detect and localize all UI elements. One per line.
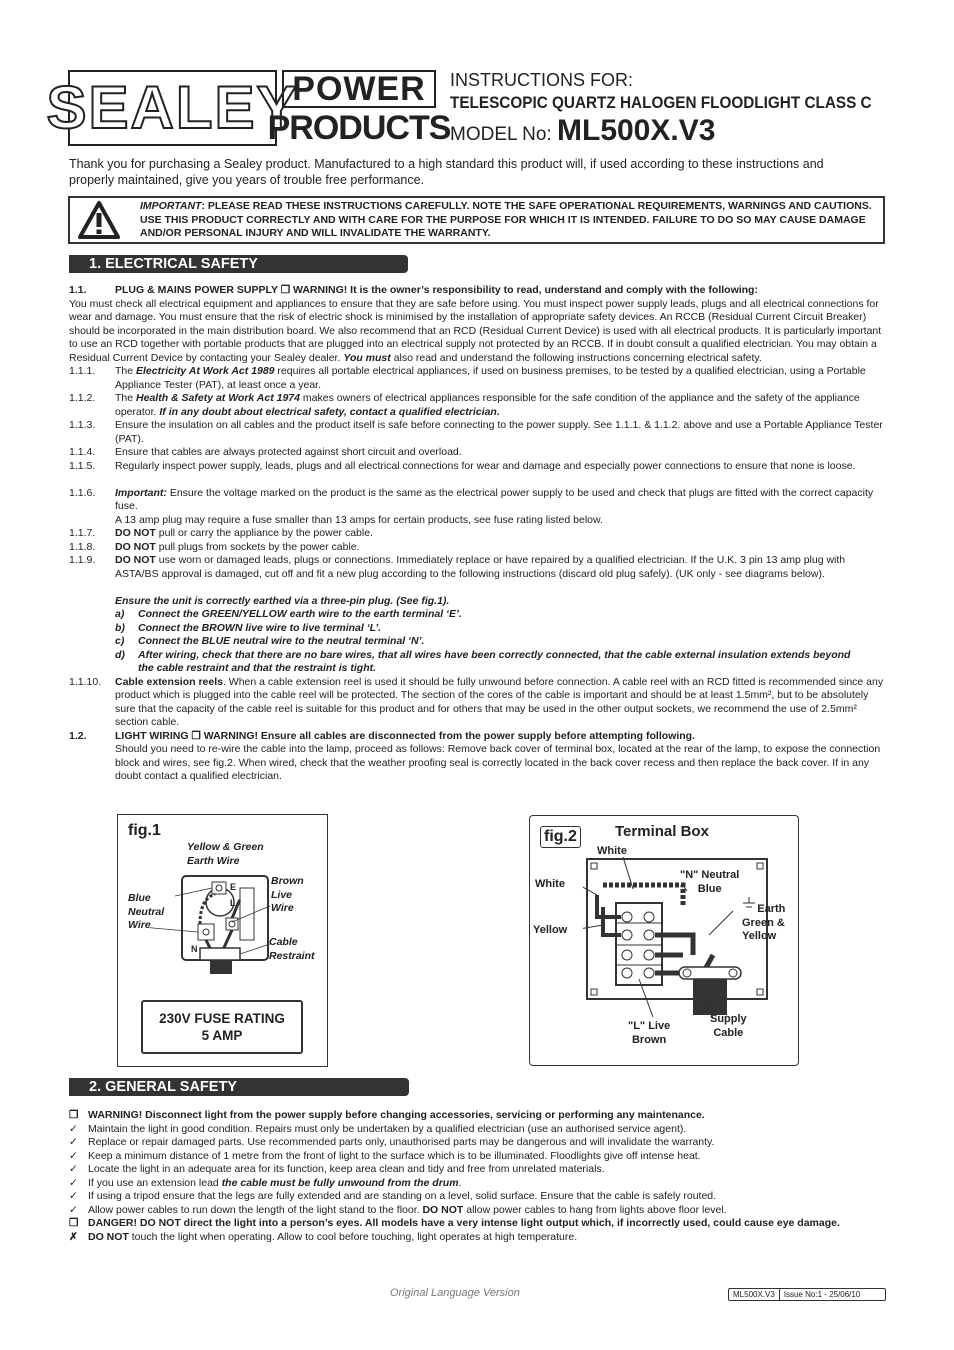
wire-step-text: After wiring, check that there are no bare wires, that all wires have been correctly connected, that the cable external insulation extends beyond the cable restraint and that the restraint is tight. — [138, 648, 851, 674]
list-item — [69, 1163, 889, 1177]
item-text: Should you need to re-wire the cable into the lamp, proceed as follows: Remove back cover of terminal box, located at the rear of the lamp, to expose the connection block and wires, see fig.2. When wired, check that the weather proofing seal is correctly located in the back cover recess and then replace the back cover. If in any doubt contact a qualified electrician. — [115, 743, 881, 782]
fuse-rating-box — [141, 1000, 303, 1054]
list-item — [69, 1109, 889, 1123]
list-item-text: . — [458, 1176, 462, 1189]
item-text: Ensure that cables are always protected against short circuit and overload. — [115, 446, 462, 458]
list-item-text: Maintain the light in good condition. Repairs must only be undertaken by a qualified electrician (use an authorised service agent). — [88, 1122, 687, 1135]
fig2-label-earth-text: Earth Green & Yellow — [742, 903, 786, 942]
list-item-emphasis: DO NOT — [88, 1230, 129, 1243]
item-text: pull or carry the appliance by the power cable. — [155, 527, 373, 539]
footer-code-box — [728, 1288, 886, 1301]
check-icon: ✓ — [69, 1136, 78, 1148]
item-text: makes owners of electrical appliances responsible for the safe condition of the appliance and the safety of the appliance operator. — [115, 392, 860, 418]
item-number: 1.1.1. — [69, 365, 96, 377]
s11-heading: PLUG & MAINS POWER SUPPLY ❒ WARNING! It is the owner’s responsibility to read, understand and comply with the following: — [115, 284, 758, 296]
list-item-text: If you use an extension lead — [88, 1176, 222, 1189]
fuse-rating-label: 230V FUSE RATING — [159, 1011, 285, 1026]
footer-model-code: ML500X.V3 — [729, 1289, 780, 1300]
list-item — [69, 1123, 889, 1137]
item-number: 1.1.4. — [69, 446, 96, 458]
checkbox-icon: ❒ — [69, 1217, 79, 1229]
item-1-1-10 — [0, 676, 954, 730]
item-1-2-body — [0, 743, 954, 784]
item-1-1-5 — [0, 460, 954, 487]
warning-triangle-icon — [78, 200, 120, 240]
fig2-label-white-top: White — [597, 845, 627, 857]
list-item-text: Locate the light in an adequate area for its function, keep area clean and tidy and free from unrelated materials. — [88, 1163, 605, 1175]
list-item — [69, 1190, 889, 1204]
wire-step-a — [0, 608, 954, 622]
fig1-label-neutral: Blue Neutral Wire — [128, 892, 165, 931]
header-instructions-for: INSTRUCTIONS FOR: — [450, 70, 633, 90]
wire-step-text: Connect the BROWN live wire to live terminal ‘L’. — [138, 621, 382, 634]
list-item-text: Keep a minimum distance of 1 metre from the front of light to the surface which is to be illuminated. Floodlights give off intense heat. — [88, 1149, 701, 1162]
item-bold: If in any doubt about electrical safety, contact a qualified electrician. — [159, 405, 500, 418]
s11-number: 1.1. — [69, 284, 87, 296]
check-icon: ✓ — [69, 1122, 78, 1135]
footer-language-note: Original Language Version — [390, 1287, 520, 1299]
item-1-2 — [0, 730, 954, 744]
fig1-terminal-l: L — [230, 898, 236, 908]
item-bold: DO NOT — [115, 527, 156, 539]
item-bold: Important: — [115, 486, 167, 499]
item-1-1-3 — [0, 419, 954, 446]
item-number: 1.1.9. — [69, 554, 96, 566]
fig1-label-live: Brown Live Wire — [271, 875, 304, 914]
item-text: requires all portable electrical appliances, if used on business premises, to be tested by a qualified electrician, using a Portable Appliance Tester (PAT), at least once a year. — [115, 365, 866, 391]
check-icon: ✓ — [69, 1203, 78, 1216]
checkbox-icon: ❒ — [69, 1109, 79, 1121]
fig1-title: fig.1 — [128, 822, 161, 839]
products-logo — [267, 108, 451, 147]
fig2-label-neutral: "N" Neutral Blue — [680, 869, 740, 895]
s11-body — [69, 298, 884, 366]
earthed-note — [0, 595, 954, 609]
item-bold: DO NOT — [115, 554, 156, 566]
wire-step-letter: d) — [115, 648, 125, 661]
check-icon: ✓ — [69, 1149, 78, 1162]
list-item-text: DANGER! DO NOT direct the light into a person’s eyes. All models have a very intense light output which, if incorrectly used, could cause eye damage. — [88, 1217, 840, 1229]
item-bold: Electricity At Work Act 1989 — [136, 365, 275, 377]
list-item — [69, 1136, 889, 1150]
important-label: IMPORTANT — [140, 200, 202, 212]
important-body: : PLEASE READ THESE INSTRUCTIONS CAREFULLY. NOTE THE SAFE OPERATIONAL REQUIREMENTS, WARNINGS AND CAUTIONS. USE THIS PRODUCT CORRECTLY AND WITH CARE FOR THE PURPOSE FOR WHICH IT IS INTENDED. FAILURE TO DO SO MAY CAUSE DAMAGE AND/OR PERSONAL INJURY AND WILL INVALIDATE THE WARRANTY. — [140, 200, 872, 239]
item-1-1-4 — [0, 446, 954, 460]
list-item-emphasis: the cable must be fully unwound from the drum — [221, 1176, 459, 1189]
fig2-label-supply: Supply Cable — [710, 1013, 747, 1039]
item-heading: LIGHT WIRING ❒ WARNING! Ensure all cables are disconnected from the power supply before attempting following. — [115, 729, 695, 742]
item-1-1-1 — [0, 365, 954, 392]
fig1-terminal-e: E — [230, 882, 237, 892]
item-text: A 13 amp plug may require a fuse smaller than 13 amps for certain products, see fuse rating listed below. — [115, 513, 603, 526]
item-number: 1.2. — [69, 729, 87, 742]
intro-paragraph: Thank you for purchasing a Sealey product. Manufactured to a high standard this product will, if used according to these instructions and properly maintained, give you years of trouble free performance. — [69, 157, 824, 187]
s11-body-b: You must — [343, 351, 391, 364]
plug-wiring-diagram — [150, 860, 275, 975]
list-item — [69, 1231, 889, 1245]
item-text: The — [115, 392, 137, 404]
check-icon: ✓ — [69, 1163, 78, 1175]
list-item-text: WARNING! Disconnect light from the power supply before changing accessories, servicing or performing any maintenance. — [88, 1109, 705, 1121]
header-model — [450, 114, 715, 148]
item-number: 1.1.8. — [69, 540, 96, 553]
list-item-text: allow power cables to hang from lights above floor level. — [463, 1203, 727, 1216]
item-number: 1.1.6. — [69, 486, 96, 499]
wire-step-text: Connect the BLUE neutral wire to the neutral terminal ‘N’. — [138, 635, 425, 647]
list-item-text: Allow power cables to run down the length of the light stand to the floor. — [88, 1203, 423, 1216]
wire-step-letter: b) — [115, 621, 125, 634]
general-safety-list — [69, 1109, 889, 1244]
list-item — [69, 1150, 889, 1164]
item-1-1-7 — [0, 527, 954, 541]
item-1-1-6 — [0, 487, 954, 514]
item-number: 1.1.10. — [69, 675, 102, 688]
model-number: ML500X.V3 — [557, 114, 716, 147]
item-text: . When a cable extension reel is used it should be fully unwound before connection. A cable reel with an RCD fitted is recommended since any product which is plugged into the cable reel will be protected. The section of the cores of the cable is important and should be at least 1.5mm², but to be absolutely sure that the capacity of the cable reel is suitable for this product and for others that may be used in the other output sockets, we recommend the use of 2.5mm² section cable. — [115, 675, 884, 728]
fig1-label-earth: Yellow & Green Earth Wire — [187, 841, 264, 867]
check-icon: ✓ — [69, 1176, 78, 1189]
item-number: 1.1.5. — [69, 459, 96, 472]
item-number: 1.1.3. — [69, 419, 96, 431]
list-item — [69, 1217, 889, 1231]
s11-body-a: You must check all electrical equipment and appliances to ensure that they are safe before using. You must inspect power supply leads, plugs and all electrical connections for wear and damage. You must ensure that the risk of electric shock is minimised by the installation of appropriate safety devices. An RCCB (Residual Current Circuit Breaker) should be incorporated in the main distribution board. We also recommend that an RCD (Residual Current Device) is used with all electrical products. It is particularly important to use an RCD together with portable products that are plugged into an electrical supply not protected by an RCCB. If in doubt consult a qualified electrician. You may obtain a Residual Current Device by contacting your Sealey dealer. — [69, 297, 882, 364]
fig2-label-yellow: Yellow — [533, 924, 568, 936]
important-text — [140, 200, 875, 241]
logo-brand-text: SEALEY — [46, 74, 299, 141]
fig2-heading: Terminal Box — [615, 823, 709, 840]
item-text: Ensure the insulation on all cables and the product itself is safe before connecting to the power supply. See 1.1.1. & 1.1.2. above and use a Portable Appliance Tester (PAT). — [115, 419, 883, 445]
section1-content — [0, 284, 954, 784]
item-bold: Cable extension reels — [115, 675, 223, 688]
item-text: pull plugs from sockets by the power cable. — [155, 540, 360, 553]
wire-step-c — [0, 635, 954, 649]
list-item-emphasis: DO NOT — [422, 1203, 464, 1216]
item-1-1-2 — [0, 392, 954, 419]
item-number: 1.1.7. — [69, 527, 96, 539]
section2-heading: 2. GENERAL SAFETY — [69, 1078, 409, 1096]
wire-step-letter: a) — [115, 608, 125, 620]
item-number: 1.1.2. — [69, 392, 96, 404]
list-item — [69, 1204, 889, 1218]
logo-power-text: POWER — [292, 70, 426, 108]
list-item-text: If using a tripod ensure that the legs are fully extended and are standing on a level, solid surface. Ensure that the cable is safely routed. — [88, 1190, 717, 1202]
item-fuse-note — [0, 514, 954, 528]
fig1-label-restraint: Cable Restraint — [269, 936, 315, 962]
wire-step-text: Connect the GREEN/YELLOW earth wire to the earth terminal ‘E’. — [138, 608, 462, 620]
wire-step-b — [0, 622, 954, 636]
item-text: use worn or damaged leads, plugs or connections. Immediately replace or have repaired by a qualified electrician. If the U.K. 3 pin 13 amp plug with ASTA/BS approval is damaged, cut off and fit a new plug according to the following instructions (discard old plug safely). (UK only - see diagrams below). — [115, 554, 846, 580]
fig2-label-live: "L" Live Brown — [628, 1020, 671, 1046]
check-icon: ✓ — [69, 1190, 78, 1202]
s11-body-c: also read and understand the following instructions concerning electrical safety. — [390, 351, 762, 364]
model-label: MODEL No: — [450, 124, 552, 145]
item-text: The — [115, 365, 137, 377]
item-text: Regularly inspect power supply, leads, plugs and all electrical connections for wear and damage and especially power connections to ensure that none is loose. — [115, 459, 856, 472]
section1-heading: 1. ELECTRICAL SAFETY — [69, 255, 408, 273]
item-bold: Health & Safety at Work Act 1974 — [136, 392, 300, 404]
fig2-title: fig.2 — [540, 826, 581, 848]
earthed-text: Ensure the unit is correctly earthed via a three-pin plug. (See fig.1). — [115, 594, 450, 607]
list-item-text: Replace or repair damaged parts. Use recommended parts only, unauthorised parts may be dangerous and will invalidate the warranty. — [88, 1136, 715, 1148]
item-1-1-9 — [0, 554, 954, 595]
fig2-label-earth — [742, 903, 785, 944]
list-item — [69, 1177, 889, 1191]
item-text: Ensure the voltage marked on the product is the same as the electrical power supply to be used and check that plugs are fitted with the correct capacity fuse. — [115, 486, 874, 512]
fuse-rating-value: 5 AMP — [201, 1028, 243, 1043]
footer-issue: Issue No:1 - 25/06/10 — [783, 1290, 861, 1299]
fig1-terminal-n: N — [191, 944, 198, 954]
cross-icon: ✗ — [69, 1230, 78, 1243]
power-logo — [282, 70, 436, 108]
logo-products-text: PRODUCTS — [267, 108, 451, 147]
item-1-1-8 — [0, 541, 954, 555]
header-product-title: TELESCOPIC QUARTZ HALOGEN FLOODLIGHT CLASS C — [450, 93, 872, 112]
wire-step-d — [0, 649, 954, 676]
sealey-logo — [46, 70, 299, 146]
list-item-text: touch the light when operating. Allow to cool before touching, light operates at high temperature. — [128, 1230, 578, 1243]
item-bold: DO NOT — [115, 540, 156, 553]
fig2-label-white-left: White — [535, 878, 565, 890]
wire-step-letter: c) — [115, 635, 125, 647]
